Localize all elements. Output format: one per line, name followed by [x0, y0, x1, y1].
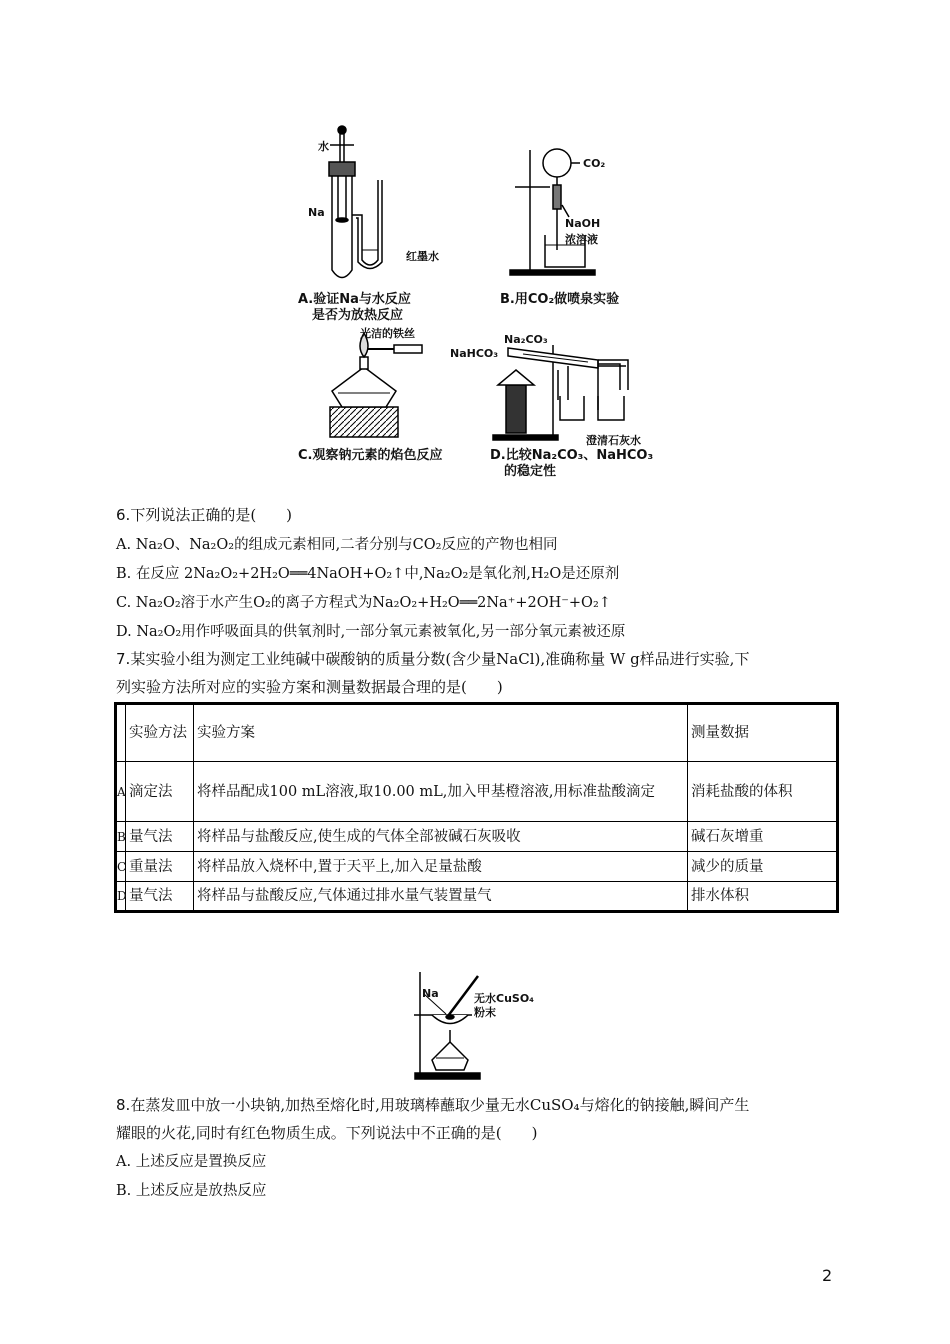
table-row	[116, 762, 838, 822]
label-na2co3: Na₂CO₃	[504, 333, 548, 346]
label-cuso4-line1: 无水CuSO₄	[474, 992, 534, 1005]
figure-b-apparatus-icon	[505, 145, 655, 280]
q8-option-a: A. 上述反应是置换反应	[116, 1154, 267, 1170]
header-plan: 实验方案	[194, 704, 688, 762]
figure-a-caption-line1: A.验证Na与水反应	[298, 292, 411, 307]
header-method: 实验方法	[126, 704, 194, 762]
q8-stem-text1: 在蒸发皿中放一小块钠,加热至熔化时,用玻璃棒蘸取少量无水CuSO₄与熔化的钠接触,瞬间产生	[130, 1096, 750, 1114]
row-key: C	[116, 852, 126, 882]
row-key: A	[116, 762, 126, 822]
label-naoh-line1: NaOH	[565, 217, 601, 230]
q7-stem-line1	[116, 648, 749, 669]
label-na-dish: Na	[422, 987, 439, 1000]
q6-number: 6.	[116, 506, 131, 524]
q8-figure	[410, 970, 550, 1085]
figure-c-caption: C.观察钠元素的焰色反应	[298, 448, 443, 463]
q6-stem	[116, 504, 292, 525]
label-iron-wire: 光洁的铁丝	[360, 327, 415, 340]
figure-b	[505, 145, 655, 280]
label-red-ink: 红墨水	[406, 250, 439, 263]
figure-a	[300, 120, 450, 290]
row-data: 减少的质量	[688, 852, 838, 882]
figure-d-caption-line1: D.比较Na₂CO₃、NaHCO₃	[490, 448, 654, 463]
header-data: 测量数据	[688, 704, 838, 762]
figure-d-caption-line2: 的稳定性	[504, 464, 557, 479]
q7-number: 7.	[116, 650, 131, 668]
table-row	[116, 852, 838, 882]
row-method: 量气法	[126, 882, 194, 912]
label-naoh-line2: 浓溶液	[565, 233, 598, 246]
page-number: 2	[822, 1266, 833, 1285]
label-na: Na	[308, 206, 325, 219]
q6-option-b: B. 在反应 2Na₂O₂+2H₂O══4NaOH+O₂↑中,Na₂O₂是氧化剂,H₂O是还原剂	[116, 566, 620, 582]
figure-c	[320, 325, 460, 440]
table-row	[116, 822, 838, 852]
q8-stem-line1	[116, 1094, 749, 1115]
q6-option-c: C. Na₂O₂溶于水产生O₂的离子方程式为Na₂O₂+H₂O══2Na⁺+2OH⁻+O₂↑	[116, 595, 611, 611]
label-nahco3: NaHCO₃	[450, 347, 499, 360]
q6-stem-text: 下列说法正确的是( )	[130, 506, 293, 524]
figure-d	[448, 330, 668, 445]
row-method: 重量法	[126, 852, 194, 882]
table-header-row	[116, 704, 838, 762]
label-limewater: 澄清石灰水	[586, 434, 641, 447]
label-co2: CO₂	[583, 157, 606, 170]
q7-stem-text1: 某实验小组为测定工业纯碱中碳酸钠的质量分数(含少量NaCl),准确称量 W g样品进行实验,下	[130, 650, 750, 668]
q8-option-b: B. 上述反应是放热反应	[116, 1183, 267, 1199]
row-method: 量气法	[126, 822, 194, 852]
row-plan: 将样品配成100 mL溶液,取10.00 mL,加入甲基橙溶液,用标准盐酸滴定	[194, 762, 688, 822]
row-plan: 将样品放入烧杯中,置于天平上,加入足量盐酸	[194, 852, 688, 882]
q8-stem-line2: 耀眼的火花,同时有红色物质生成。下列说法中不正确的是( )	[116, 1124, 538, 1142]
label-water: 水	[318, 140, 329, 153]
row-data: 消耗盐酸的体积	[688, 762, 838, 822]
row-data: 排水体积	[688, 882, 838, 912]
table-row	[116, 882, 838, 912]
q7-stem-line2: 列实验方法所对应的实验方案和测量数据最合理的是( )	[116, 678, 503, 696]
q8-number: 8.	[116, 1096, 131, 1114]
row-plan: 将样品与盐酸反应,气体通过排水量气装置量气	[194, 882, 688, 912]
row-data: 碱石灰增重	[688, 822, 838, 852]
row-key: B	[116, 822, 126, 852]
figure-b-caption: B.用CO₂做喷泉实验	[500, 292, 620, 307]
row-plan: 将样品与盐酸反应,使生成的气体全部被碱石灰吸收	[194, 822, 688, 852]
q7-table	[114, 702, 839, 913]
label-cuso4-line2: 粉末	[474, 1006, 496, 1019]
row-key: D	[116, 882, 126, 912]
row-method: 滴定法	[126, 762, 194, 822]
header-key	[116, 704, 126, 762]
figure-a-caption-line2: 是否为放热反应	[312, 308, 404, 323]
q6-option-d: D. Na₂O₂用作呼吸面具的供氧剂时,一部分氧元素被氧化,另一部分氧元素被还原	[116, 624, 626, 640]
figure-c-burner-icon	[320, 325, 460, 440]
q6-option-a: A. Na₂O、Na₂O₂的组成元素相同,二者分别与CO₂反应的产物也相同	[116, 537, 558, 553]
